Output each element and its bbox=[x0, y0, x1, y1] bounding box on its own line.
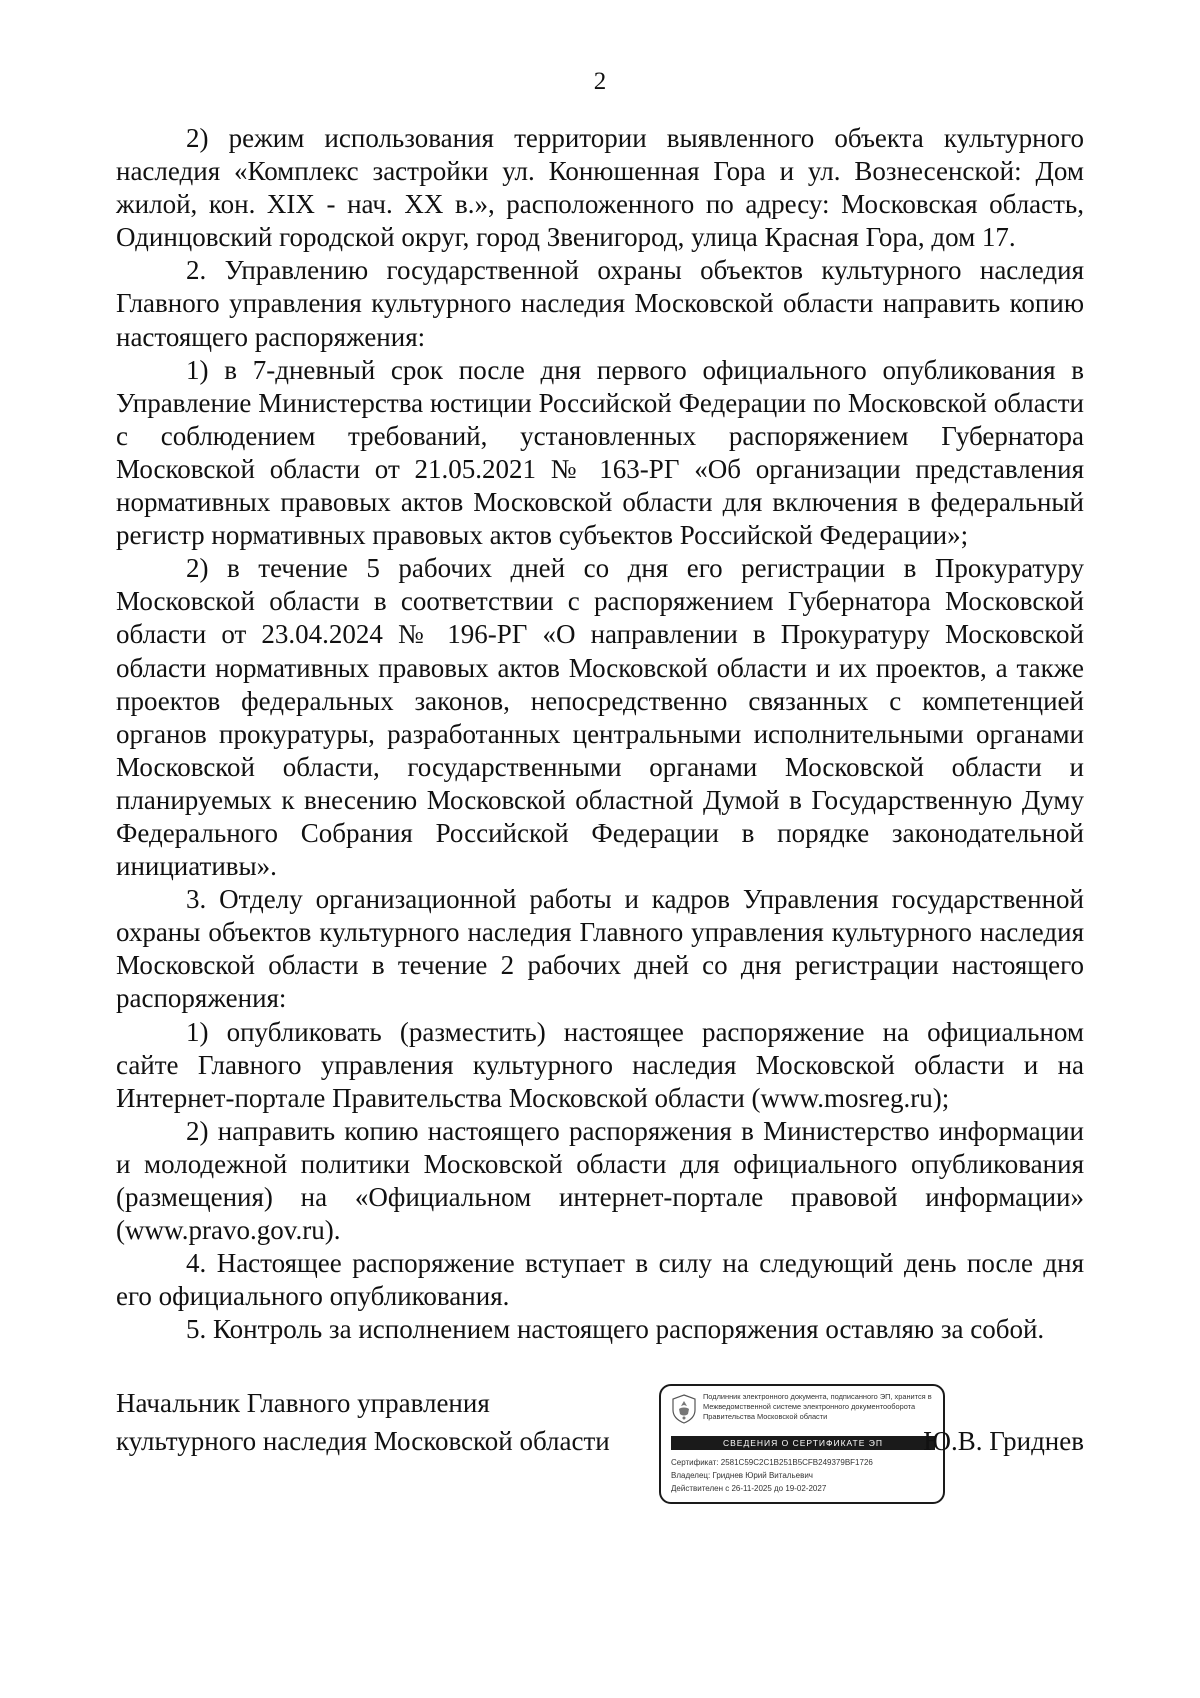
position-line-2: культурного наследия Московской области bbox=[116, 1426, 610, 1456]
paragraph-item-3-1: 1) опубликовать (разместить) настоящее распоряжение на официальном сайте Главного управления культурного наследия Московской области и на Интернет-портале Правительства Московской области (www.mosreg.ru); bbox=[116, 1016, 1084, 1113]
paragraph-heritage-regime: 2) режим использования территории выявленного объекта культурного наследия «Комплекс застройки ул. Конюшенная Гора и ул. Вознесенской: Дом жилой, кон. XIX - нач. XX в.», расположенного по адресу: Московская область, Одинцовский городской округ, город Звенигород, улица Красная Гора, дом 17. bbox=[116, 123, 1084, 253]
signatory-position bbox=[116, 1384, 610, 1460]
coat-of-arms-icon bbox=[671, 1394, 697, 1424]
signatory-name: Ю.В. Гриднев bbox=[923, 1426, 1084, 1456]
certificate-details bbox=[671, 1456, 937, 1495]
certificate-validity: Действителен с 26-11-2025 до 19-02-2027 bbox=[671, 1484, 827, 1493]
certificate-owner: Владелец: Гриднев Юрий Витальевич bbox=[671, 1471, 813, 1480]
paragraph-item-4: 4. Настоящее распоряжение вступает в силу на следующий день после дня его официального опубликования. bbox=[116, 1248, 1084, 1312]
paragraph-item-3-2: 2) направить копию настоящего распоряжения в Министерство информации и молодежной политики Московской области для официального опубликования (размещения) на «Официальном интернет-портале правовой информации» (www.pravo.gov.ru). bbox=[116, 1115, 1084, 1246]
position-line-1: Начальник Главного управления bbox=[116, 1388, 490, 1418]
stamp-notice: Подлинник электронного документа, подписанного ЭП, хранится в Межведомственной системе электронного документооборота Правительства Московской области bbox=[703, 1392, 932, 1421]
paragraph-item-3: 3. Отделу организационной работы и кадров Управления государственной охраны объектов культурного наследия Главного управления культурного наследия Московской области в течение 2 рабочих дней со дня регистрации настоящего распоряжения: bbox=[116, 884, 1084, 1014]
paragraph-item-5: 5. Контроль за исполнением настоящего распоряжения оставляю за собой. bbox=[186, 1314, 1045, 1345]
paragraph-item-2-2: 2) в течение 5 рабочих дней со дня его регистрации в Прокуратуру Московской области в соответствии с распоряжением Губернатора Московской области от 23.04.2024 № 196-РГ «О направлении в Прокуратуру Московской области нормативных правовых актов Московской области и их проектов, а также проектов федеральных законов, непосредственно связанных с компетенцией органов прокуратуры, разработанных центральными исполнительными органами Московской области, государственными органами Московской области и планируемых к внесению Московской областной Думой в Государственную Думу Федерального Собрания Российской Федерации в порядке законодательной инициативы». bbox=[116, 553, 1084, 882]
electronic-signature-stamp bbox=[659, 1384, 945, 1504]
signature-block bbox=[116, 1384, 1084, 1534]
document-body bbox=[116, 122, 1084, 1346]
stamp-header: СВЕДЕНИЯ О СЕРТИФИКАТЕ ЭП bbox=[671, 1436, 935, 1450]
certificate-number: Сертификат: 2581C59C2C1B251B5CFB249379BF1726 bbox=[671, 1458, 873, 1467]
paragraph-item-2: 2. Управлению государственной охраны объектов культурного наследия Главного управления культурного наследия Московской области направить копию настоящего распоряжения: bbox=[116, 255, 1084, 352]
paragraph-item-2-1: 1) в 7-дневный срок после дня первого официального опубликования в Управление Министерства юстиции Российской Федерации по Московской области с соблюдением требований, установленных распоряжением Губернатора Московской области от 21.05.2021 № 163-РГ «Об организации представления нормативных правовых актов Московской области для включения в федеральный регистр нормативных правовых актов субъектов Российской Федерации»; bbox=[116, 354, 1084, 551]
page-number: 2 bbox=[593, 68, 607, 95]
